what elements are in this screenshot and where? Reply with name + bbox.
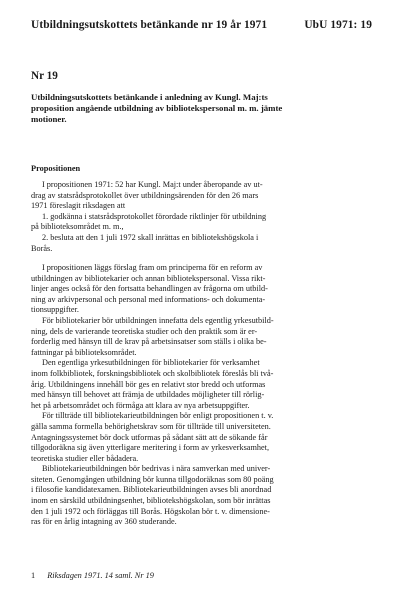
footer-source: Riksdagen 1971. 14 saml. Nr 19 <box>47 571 154 580</box>
proposal-intro-block <box>31 180 348 254</box>
text-line: årig. Utbildningens innehåll bör ges en relativt stor bredd och utformas <box>31 379 266 389</box>
page-number: 1 <box>31 571 36 580</box>
proposal-body-block <box>31 263 348 528</box>
running-header <box>31 19 372 35</box>
text-line: inom en särskild utbildningsenhet, bibliotekshögskolan, som bör inrättas <box>31 496 271 506</box>
text-line: 1971 föreslagit riksdagen att <box>31 201 126 211</box>
text-line: drag av statsrådsprotokollet över utbildningsärenden för den 26 mars <box>31 190 259 200</box>
report-number: Nr 19 <box>31 70 58 82</box>
text-line: För tillträde till bibliotekarieutbildningen bör enligt propositionen t. v. <box>42 411 274 421</box>
text-line: den 1 juli 1972 och förläggas till Borås. Högskolan bör t. v. dimensione- <box>31 506 270 516</box>
text-line: inom folkbibliotek, forskningsbibliotek och skolbibliotek föreslås bli två- <box>31 368 274 378</box>
text-line: utbildningen av bibliotekarier och annan bibliotekspersonal. Vissa rikt- <box>31 273 266 283</box>
text-line: ras för en årlig intagning av 360 studerande. <box>31 517 177 527</box>
header-left-title: Utbildningsutskottets betänkande nr 19 år 1971 <box>31 19 268 31</box>
text-line: Borås. <box>31 243 53 253</box>
report-title-line: Utbildningsutskottets betänkande i anledning av Kungl. Maj:ts <box>31 92 268 102</box>
section-heading: Propositionen <box>31 164 81 173</box>
text-line: teoretiska studier eller bådadera. <box>31 453 139 463</box>
text-line: forderlig med hänsyn till de krav på arbetsinsatser som ställs i olika be- <box>31 337 267 347</box>
text-line: het på arbetsområdet och förmåga att klara av nya arbetsuppgifter. <box>31 400 250 410</box>
report-title-line: motioner. <box>31 114 67 125</box>
text-line: fattningar på biblioteksområdet. <box>31 347 137 357</box>
text-line: gälla samma formella behörighetskrav som för tillträde till universiteten. <box>31 421 271 431</box>
text-line: 2. besluta att den 1 juli 1972 skall inrättas en bibliotekshögskola i <box>42 232 259 242</box>
page-footer <box>31 571 154 580</box>
text-line: ning, dels de varierande teoretiska studier och den praktik som är er- <box>31 326 258 336</box>
report-title <box>31 92 346 126</box>
text-line: Den egentliga yrkesutbildningen för bibliotekarier för verksamhet <box>42 358 260 368</box>
text-line: linjer anges också för den fortsatta behandlingen av frågorna om utbild- <box>31 284 268 294</box>
text-line: tionsuppgifter. <box>31 305 79 315</box>
text-line: ning av arkivpersonal och personal med informations- och dokumenta- <box>31 294 266 304</box>
text-line: Bibliotekarieutbildningen bör bedrivas i nära samverkan med univer- <box>42 464 271 474</box>
text-line: i filosofie kandidatexamen. Bibliotekarieutbildningen avses bli anordnad <box>31 485 272 495</box>
text-line: på biblioteksområdet m. m., <box>31 222 124 232</box>
text-line: Antagningssystemet bör dock utformas på sådant sätt att de sökande får <box>31 432 268 442</box>
report-title-line: proposition angående utbildning av bibliotekspersonal m. m. jämte <box>31 103 283 114</box>
text-line: I propositionen 1971: 52 har Kungl. Maj:t under åberopande av ut- <box>42 180 263 189</box>
header-right-reference: UbU 1971: 19 <box>304 19 372 31</box>
text-line: med hänsyn till behovet att främja de utbildades möjligheter till rörlig- <box>31 390 265 400</box>
text-line: siteten. Genomgången utbildning bör kunna tillgodoräknas som 80 poäng <box>31 474 274 484</box>
text-line: tillgodoräkna sig även ytterligare meritering i form av yrkesverksamhet, <box>31 443 270 453</box>
text-line: För bibliotekarier bör utbildningen innefatta dels egentlig yrkesutbild- <box>42 315 274 325</box>
text-line: I propositionen läggs förslag fram om principerna för en reform av <box>42 263 263 272</box>
text-line: 1. godkänna i statsrådsprotokollet förordade riktlinjer för utbildning <box>42 211 267 221</box>
